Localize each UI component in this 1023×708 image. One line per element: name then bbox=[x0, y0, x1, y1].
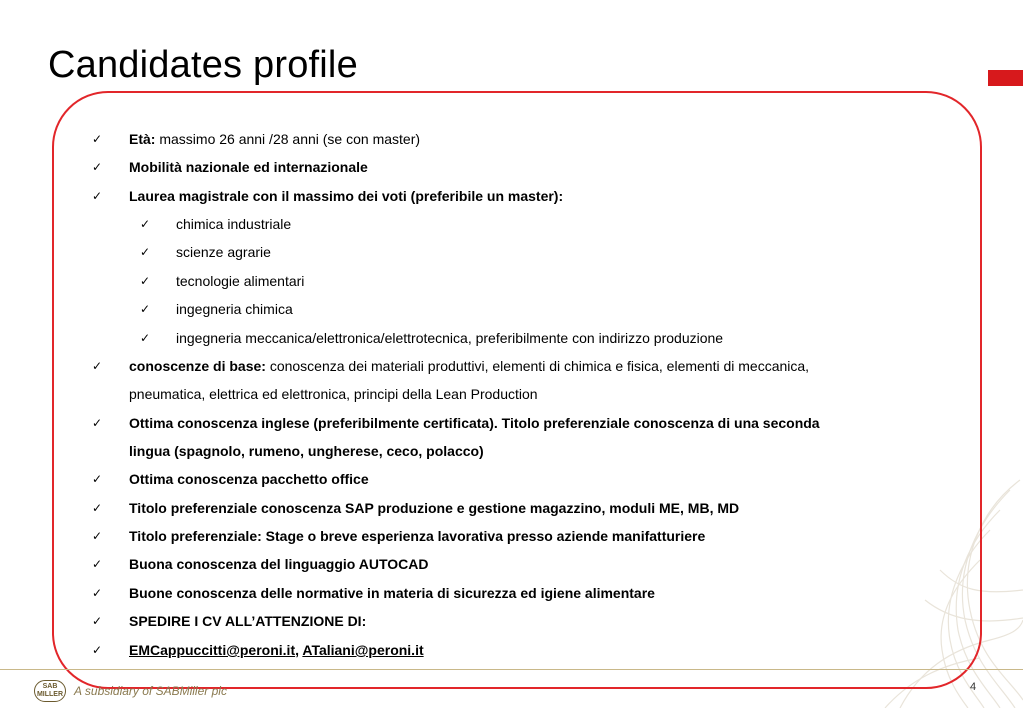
footer-divider bbox=[0, 669, 1023, 670]
page-number: 4 bbox=[970, 681, 977, 693]
email-link-cappuccitti[interactable]: EMCappuccitti@peroni.it bbox=[129, 642, 296, 658]
list-item-degree-agrarian: ✓ scienze agrarie bbox=[140, 244, 271, 260]
list-item-degree-mechanical-eng: ✓ ingegneria meccanica/elettronica/elettrotecnica, preferibilmente con indirizzo produzione bbox=[140, 330, 724, 346]
page-title: Candidates profile bbox=[48, 44, 358, 86]
checkmark-icon: ✓ bbox=[140, 245, 151, 259]
checkmark-icon: ✓ bbox=[140, 274, 151, 288]
checkmark-icon: ✓ bbox=[92, 132, 103, 146]
checkmark-icon: ✓ bbox=[92, 160, 103, 174]
list-item-emails: ✓ EMCappuccitti@peroni.it, ATaliani@peroni.it bbox=[92, 642, 424, 658]
checkmark-icon: ✓ bbox=[92, 472, 103, 486]
list-item-english-cont: lingua (spagnolo, rumeno, ungherese, ceco, polacco) bbox=[129, 443, 484, 459]
list-item-office: ✓ Ottima conoscenza pacchetto office bbox=[92, 471, 369, 487]
checkmark-icon: ✓ bbox=[92, 557, 103, 571]
checkmark-icon: ✓ bbox=[92, 614, 103, 628]
subsidiary-text: A subsidiary of SABMiller plc bbox=[74, 684, 227, 698]
list-item-age: ✓ Età: massimo 26 anni /28 anni (se con master) bbox=[92, 131, 421, 147]
checkmark-icon: ✓ bbox=[140, 217, 151, 231]
list-item-degree-chemistry: ✓ chimica industriale bbox=[140, 216, 292, 232]
sabmiller-logo: SAB MILLER bbox=[34, 680, 66, 702]
checkmark-icon: ✓ bbox=[92, 359, 103, 373]
email-link-taliani[interactable]: ATaliani@peroni.it bbox=[302, 642, 424, 658]
checkmark-icon: ✓ bbox=[140, 331, 151, 345]
checkmark-icon: ✓ bbox=[92, 529, 103, 543]
checkmark-icon: ✓ bbox=[92, 586, 103, 600]
list-item-basic-knowledge-cont: pneumatica, elettrica ed elettronica, principi della Lean Production bbox=[129, 386, 538, 402]
checkmark-icon: ✓ bbox=[92, 189, 103, 203]
list-item-stage: ✓ Titolo preferenziale: Stage o breve esperienza lavorativa presso aziende manifatturiere bbox=[92, 528, 706, 544]
list-item-degree: ✓ Laurea magistrale con il massimo dei voti (preferibile un master): bbox=[92, 188, 564, 204]
list-item-sap: ✓ Titolo preferenziale conoscenza SAP produzione e gestione magazzino, moduli ME, MB, MD bbox=[92, 500, 740, 516]
list-item-send-cv: ✓ SPEDIRE I CV ALL’ATTENZIONE DI: bbox=[92, 613, 367, 629]
list-item-english: ✓ Ottima conoscenza inglese (preferibilmente certificata). Titolo preferenziale conoscenza di una seconda bbox=[92, 415, 820, 431]
list-item-autocad: ✓ Buona conoscenza del linguaggio AUTOCAD bbox=[92, 556, 429, 572]
list-item-degree-chemical-eng: ✓ ingegneria chimica bbox=[140, 301, 293, 317]
checkmark-icon: ✓ bbox=[92, 501, 103, 515]
list-item-basic-knowledge: ✓ conoscenze di base: conoscenza dei materiali produttivi, elementi di chimica e fisica, elementi di meccanica, bbox=[92, 358, 810, 374]
list-item-mobility: ✓ Mobilità nazionale ed internazionale bbox=[92, 159, 368, 175]
list-item-degree-food: ✓ tecnologie alimentari bbox=[140, 273, 305, 289]
checkmark-icon: ✓ bbox=[92, 416, 103, 430]
list-item-safety: ✓ Buone conoscenza delle normative in materia di sicurezza ed igiene alimentare bbox=[92, 585, 655, 601]
checkmark-icon: ✓ bbox=[140, 302, 151, 316]
checkmark-icon: ✓ bbox=[92, 643, 103, 657]
